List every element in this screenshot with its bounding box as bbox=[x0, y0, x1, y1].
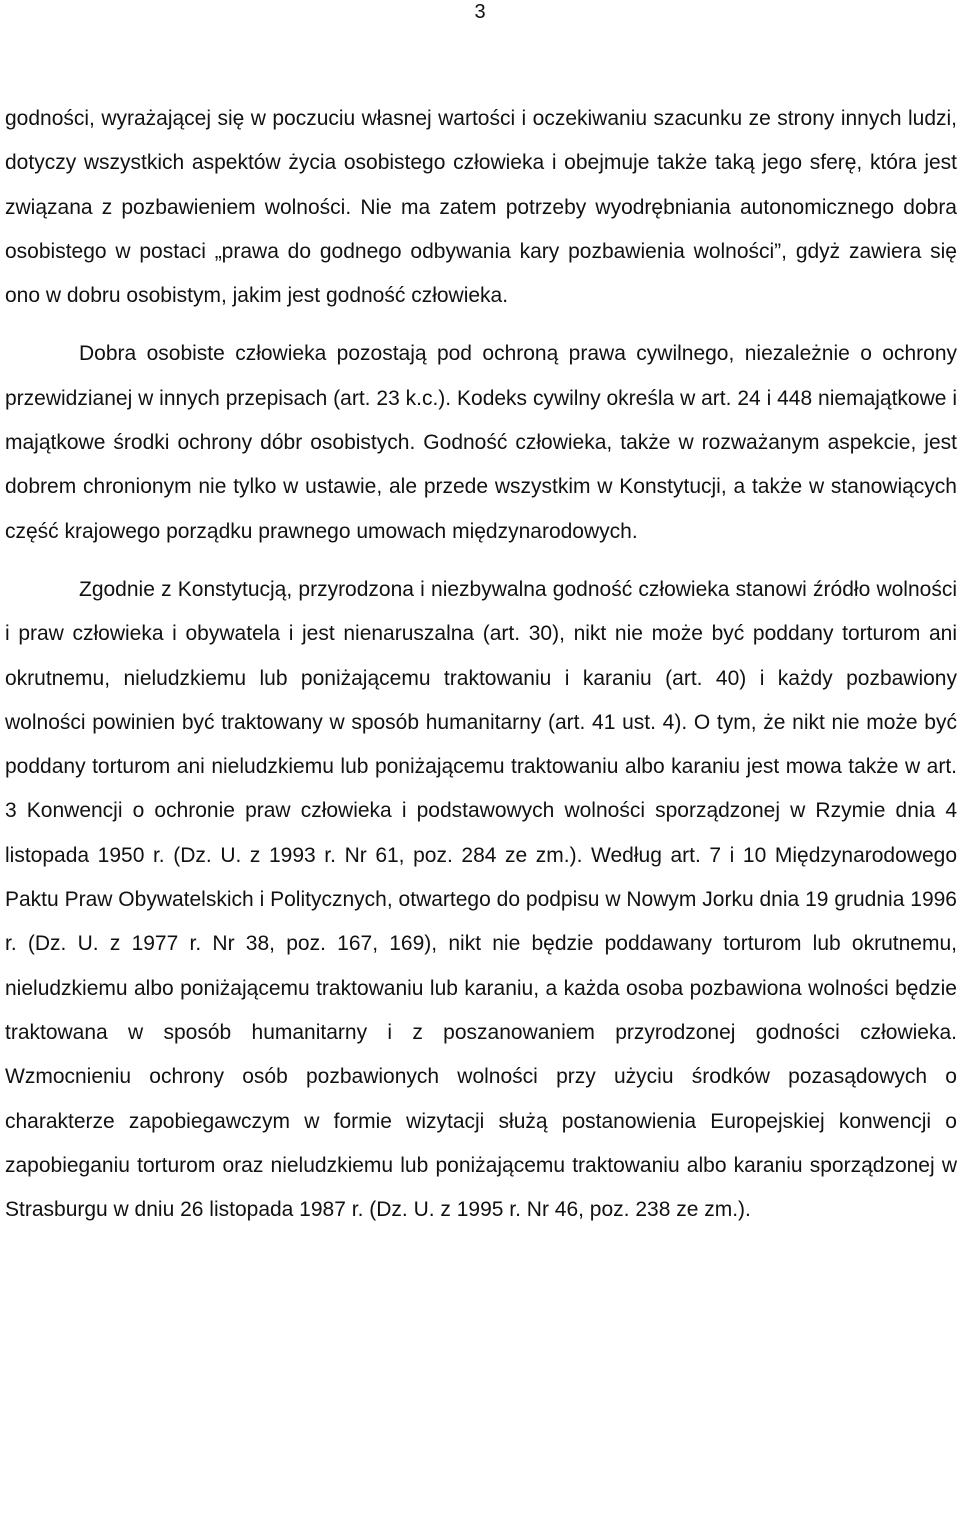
document-body bbox=[5, 97, 957, 1232]
paragraph-continuation: godności, wyrażającej się w poczuciu własnej wartości i oczekiwaniu szacunku ze strony innych ludzi, dotyczy wszystkich aspektów życia osobistego człowieka i obejmuje także taką jego sferę, która jest związana z pozbawieniem wolności. Nie ma zatem potrzeby wyodrębniania autonomicznego dobra osobistego w postaci „prawa do godnego odbywania kary pozbawienia wolności”, gdyż zawiera się ono w dobru osobistym, jakim jest godność człowieka. bbox=[5, 107, 957, 308]
paragraph-constitution: Zgodnie z Konstytucją, przyrodzona i niezbywalna godność człowieka stanowi źródło wolności i praw człowieka i obywatela i jest nienaruszalna (art. 30), nikt nie może być poddany torturom ani okrutnemu, nieludzkiemu lub poniżającemu traktowaniu i karaniu (art. 40) i każdy pozbawiony wolności powinien być traktowany w sposób humanitarny (art. 41 ust. 4). O tym, że nikt nie może być poddany torturom ani nieludzkiemu lub poniżającemu traktowaniu albo karaniu jest mowa także w art. 3 Konwencji o ochronie praw człowieka i podstawowych wolności sporządzonej w Rzymie dnia 4 listopada 1950 r. (Dz. U. z 1993 r. Nr 61, poz. 284 ze zm.). Według art. 7 i 10 Międzynarodowego Paktu Praw Obywatelskich i Politycznych, otwartego do podpisu w Nowym Jorku dnia 19 grudnia 1996 r. (Dz. U. z 1977 r. Nr 38, poz. 167, 169), nikt nie będzie poddawany torturom lub okrutnemu, nieludzkiemu albo poniżającemu traktowaniu lub karaniu, a każda osoba pozbawiona wolności będzie traktowana w sposób humanitarny i z poszanowaniem przyrodzonej godności człowieka. Wzmocnieniu ochrony osób pozbawionych wolności przy użyciu środków pozasądowych o charakterze zapobiegawczym w formie wizytacji służą postanowienia Europejskiej konwencji o zapobieganiu torturom oraz nieludzkiemu lub poniżającemu traktowaniu albo karaniu sporządzonej w Strasburgu w dniu 26 listopada 1987 r. (Dz. U. z 1995 r. Nr 46, poz. 238 ze zm.). bbox=[5, 577, 957, 1222]
paragraph-civil-law-protection: Dobra osobiste człowieka pozostają pod ochroną prawa cywilnego, niezależnie o ochrony przewidzianej w innych przepisach (art. 23 k.c.). Kodeks cywilny określa w art. 24 i 448 niemajątkowe i majątkowe środki ochrony dóbr osobistych. Godność człowieka, także w rozważanym aspekcie, jest dobrem chronionym nie tylko w ustawie, ale przede wszystkim w Konstytucji, a także w stanowiących część krajowego porządku prawnego umowach międzynarodowych. bbox=[5, 342, 957, 543]
page-number: 3 bbox=[474, 1, 486, 23]
